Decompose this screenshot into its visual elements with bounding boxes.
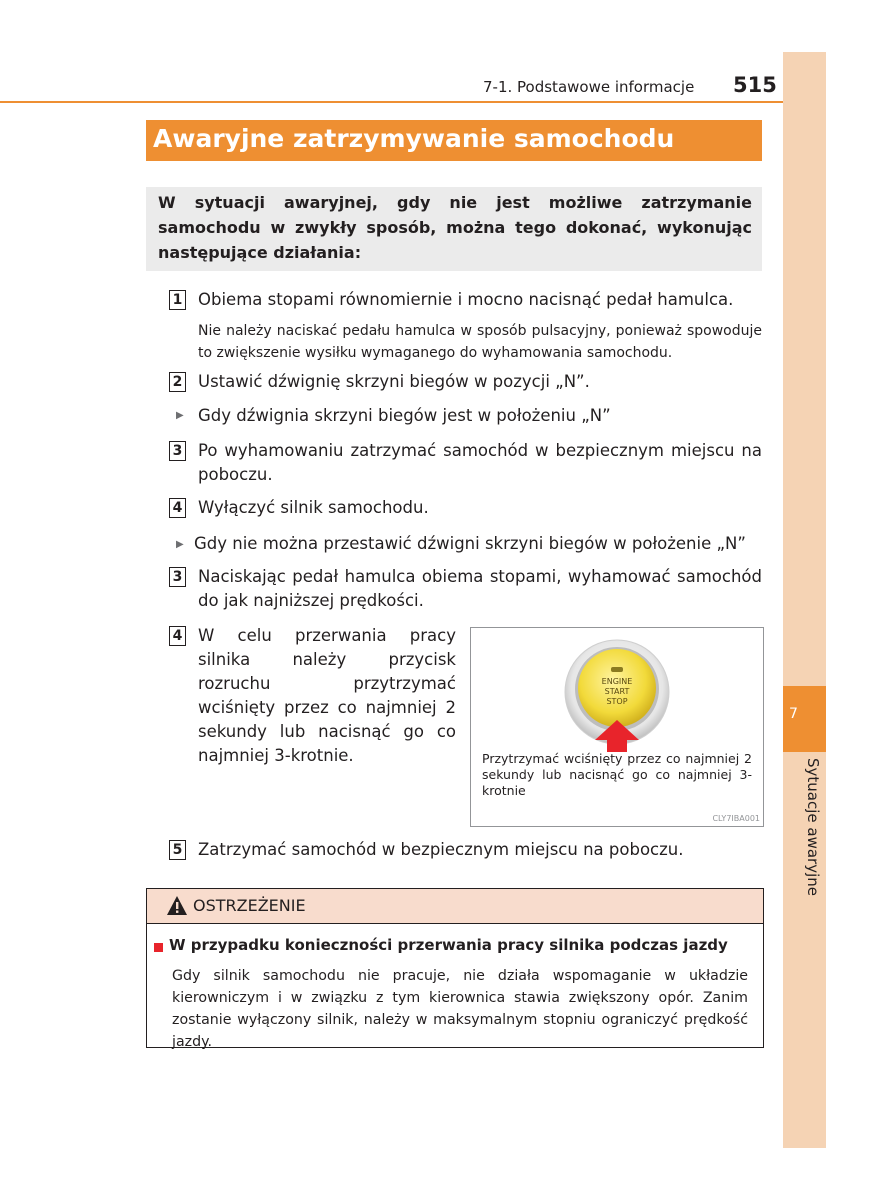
engine-start-button-icon [471,628,763,752]
step-number: 4 [169,498,186,518]
intro-text: W sytuacji awaryjnej, gdy nie jest możliwe zatrzymanie samochodu w zwykły sposób, można tego dokonać, wykonując następujące działania: [158,193,752,262]
side-tab-strip [783,52,826,1148]
warning-title: OSTRZEŻENIE [193,896,306,915]
figure-caption: Przytrzymać wciśnięty przez co najmniej 2 sekundy lub nacisnąć go co najmniej 3-krotnie [482,751,752,798]
svg-text:STOP: STOP [606,697,628,706]
svg-text:ENGINE: ENGINE [601,677,633,686]
warning-triangle-icon [166,895,188,917]
step-number: 4 [169,626,186,646]
step-note: Nie należy naciskać pedału hamulca w sposób pulsacyjny, ponieważ spowoduje to zwiększenie wysiłku wymaganego do wyhamowania samochodu. [198,323,762,361]
step-number: 3 [169,441,186,461]
triangle-bullet-icon: ▶ [176,539,184,550]
step-text: Naciskając pedał hamulca obiema stopami, wyhamować samochód do jak najniższej prędkości. [198,567,762,610]
page-title-bar [146,120,762,161]
figure-code: CLY7IBA001 [712,814,760,823]
step-text: Po wyhamowaniu zatrzymać samochód w bezpiecznym miejscu na poboczu. [198,441,762,484]
intro-box [146,187,762,271]
step-text: Wyłączyć silnik samochodu. [198,498,429,517]
page-title: Awaryjne zatrzymywanie samochodu [153,124,675,153]
condition-text: Gdy dźwignia skrzyni biegów jest w położeniu „N” [198,406,611,425]
triangle-bullet-icon: ▶ [176,410,184,421]
step-text: Ustawić dźwignię skrzyni biegów w pozycji „N”. [198,372,590,391]
step-text: Obiema stopami równomiernie i mocno nacisnąć pedał hamulca. [198,290,734,309]
warning-body: Gdy silnik samochodu nie pracuje, nie działa wspomaganie w układzie kierowniczym i w związku z tym kierownica stawia zwiększony opór. Zanim zostanie wyłączony silnik, należy w maksymalnym stopniu ograniczyć prędkość jazdy. [172,968,748,1050]
chapter-title: Sytuacje awaryjne [804,758,822,896]
step-number: 3 [169,567,186,587]
engine-button-figure [470,627,764,827]
step-text: Zatrzymać samochód w bezpiecznym miejscu na poboczu. [198,840,684,859]
warning-box [146,888,764,1048]
side-tab-chapter [783,686,826,752]
condition-text: Gdy nie można przestawić dźwigni skrzyni biegów w położenie „N” [194,534,746,553]
warning-header [147,889,763,924]
step-number: 1 [169,290,186,310]
svg-text:START: START [604,687,630,696]
step-number: 5 [169,840,186,860]
chapter-number: 7 [789,706,798,722]
step-number: 2 [169,372,186,392]
header-rule [0,101,783,103]
step-text: W celu przerwania pracy silnika należy przycisk rozruchu przytrzymać wciśnięty przez co najmniej 2 sekundy lub nacisnąć go co najmniej 3-krotnie. [198,626,456,765]
page-number: 515 [733,73,777,97]
red-square-marker [154,943,163,952]
warning-subtitle: W przypadku konieczności przerwania pracy silnika podczas jazdy [169,936,728,954]
header-section: 7-1. Podstawowe informacje [483,78,695,96]
